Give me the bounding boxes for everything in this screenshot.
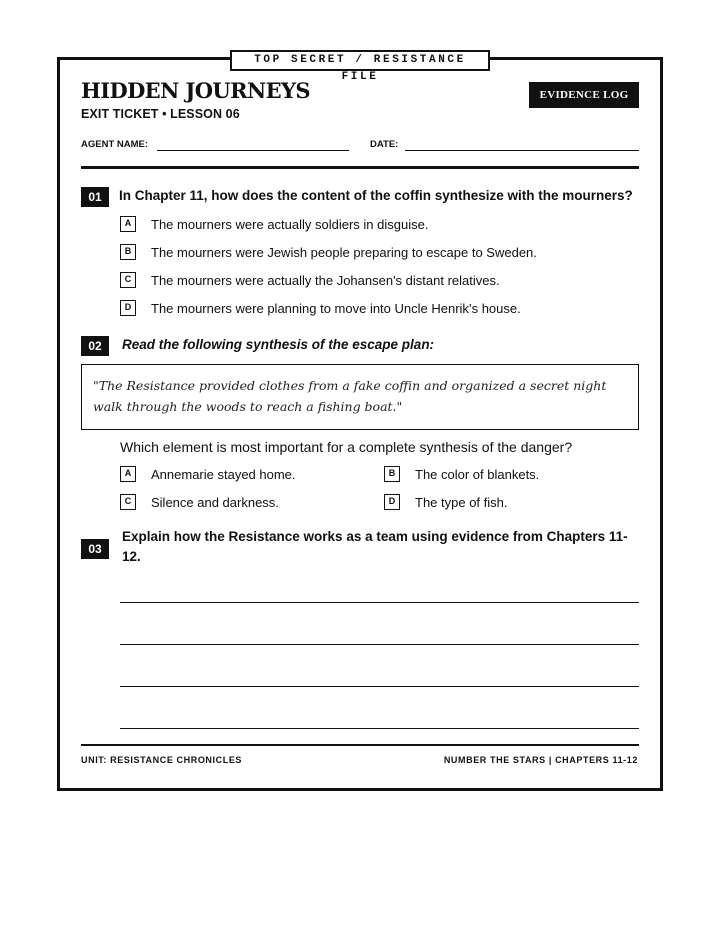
option-a-checkbox[interactable]: A: [120, 216, 136, 232]
footer-chapters: NUMBER THE STARS | CHAPTERS 11-12: [443, 755, 638, 765]
option-b-checkbox[interactable]: B: [384, 466, 400, 482]
option-c-checkbox[interactable]: C: [120, 272, 136, 288]
agent-name-label: AGENT NAME:: [81, 139, 149, 150]
option-a-text: The mourners were actually soldiers in disguise.: [151, 217, 429, 232]
option-a-text: Annemarie stayed home.: [151, 467, 296, 482]
answer-line[interactable]: [120, 602, 639, 603]
footer-unit: UNIT: RESISTANCE CHRONICLES: [81, 755, 243, 765]
answer-line[interactable]: [120, 686, 639, 687]
agent-name-field[interactable]: [157, 150, 349, 151]
question-number-badge: 01: [81, 187, 109, 207]
answer-line[interactable]: [120, 728, 639, 729]
option-c-checkbox[interactable]: C: [120, 494, 136, 510]
file-tab-label: TOP SECRET / RESISTANCE FILE: [230, 50, 490, 71]
synthesis-quote: "The Resistance provided clothes from a fake coffin and organized a secret night walk through the woods to reach a fishing boat.": [81, 364, 639, 430]
option-d-checkbox[interactable]: D: [384, 494, 400, 510]
option-c-text: The mourners were actually the Johansen's distant relatives.: [151, 273, 500, 288]
page-title: HIDDEN JOURNEYS: [81, 78, 310, 103]
question-number-badge: 03: [81, 539, 109, 559]
option-c-text: Silence and darkness.: [151, 495, 279, 510]
question-followup: Which element is most important for a complete synthesis of the danger?: [120, 439, 573, 455]
answer-line[interactable]: [120, 644, 639, 645]
date-field[interactable]: [405, 150, 639, 151]
option-b-checkbox[interactable]: B: [120, 244, 136, 260]
question-prompt: Explain how the Resistance works as a team using evidence from Chapters 11-12.: [122, 529, 628, 564]
option-d-text: The type of fish.: [415, 495, 508, 510]
option-d-text: The mourners were planning to move into Uncle Henrik’s house.: [151, 301, 521, 316]
option-a-checkbox[interactable]: A: [120, 466, 136, 482]
evidence-log-button[interactable]: EVIDENCE LOG: [529, 82, 639, 108]
question-number-badge: 02: [81, 336, 109, 356]
question-prompt: In Chapter 11, how does the content of the coffin synthesize with the mourners?: [119, 188, 633, 203]
question-prompt: Read the following synthesis of the escape plan:: [122, 337, 435, 352]
header-divider: [81, 166, 639, 169]
footer-divider: [81, 744, 639, 746]
option-b-text: The mourners were Jewish people preparing to escape to Sweden.: [151, 245, 537, 260]
page-subtitle: EXIT TICKET • LESSON 06: [81, 107, 240, 121]
option-b-text: The color of blankets.: [415, 467, 540, 482]
option-d-checkbox[interactable]: D: [120, 300, 136, 316]
date-label: DATE:: [370, 139, 399, 150]
